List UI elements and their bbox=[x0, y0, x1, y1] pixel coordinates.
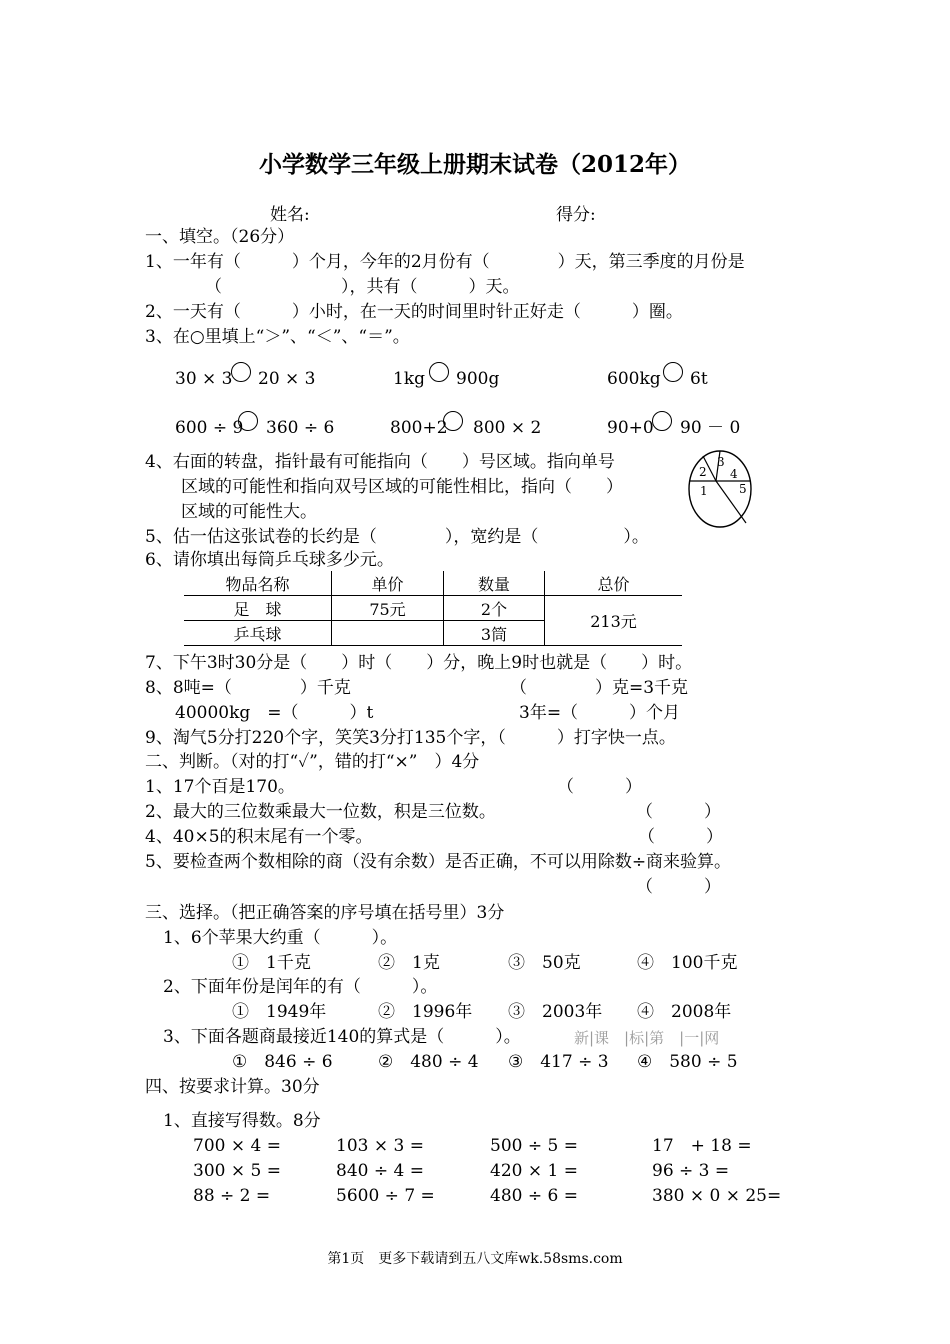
q1-line1: 1、一年有（ ）个月，今年的2月份有（ ）天，第三季度的月份是 bbox=[145, 252, 745, 272]
price-table bbox=[184, 571, 682, 646]
spinner-label: 5 bbox=[739, 482, 747, 496]
calc-item: 500 ÷ 5 = bbox=[490, 1136, 578, 1156]
calc-item: 17 + 18 = bbox=[652, 1136, 752, 1156]
table-cell: 75元 bbox=[332, 596, 444, 621]
choice-2-option[interactable]: ② 1996年 bbox=[378, 1002, 473, 1022]
judge-4: 4、40×5的积末尾有一个零。 bbox=[145, 827, 373, 847]
q8-part2: （ ）克=3千克 bbox=[510, 678, 689, 698]
choice-2: 2、下面年份是闰年的有（ ）。 bbox=[163, 977, 438, 997]
calc-subheading: 1、直接写得数。8分 bbox=[163, 1111, 321, 1131]
table-cell: 3筒 bbox=[444, 621, 545, 646]
compare-circle bbox=[663, 362, 683, 382]
table-header-cell: 总价 bbox=[545, 571, 683, 596]
choice-3-option[interactable]: ② 480 ÷ 4 bbox=[378, 1052, 479, 1072]
choice-1-option[interactable]: ④ 100千克 bbox=[637, 953, 738, 973]
q4-line3: 区域的可能性大。 bbox=[181, 502, 317, 522]
table-header-cell: 物品名称 bbox=[184, 571, 332, 596]
q4-line2: 区域的可能性和指向双号区域的可能性相比，指向（ ） bbox=[181, 477, 623, 497]
compare-left: 90+0 bbox=[607, 418, 654, 438]
q7: 7、下午3时30分是（ ）时（ ）分，晚上9时也就是（ ）时。 bbox=[145, 653, 693, 673]
spinner-label: 2 bbox=[699, 465, 707, 479]
q9: 9、淘气5分打220个字，笑笑3分打135个字，（ ）打字快一点。 bbox=[145, 728, 676, 748]
table-cell-total: 213元 bbox=[545, 596, 683, 646]
compare-left: 30 × 3 bbox=[175, 369, 233, 389]
q5: 5、估一估这张试卷的长约是（ ），宽约是（ ）。 bbox=[145, 527, 649, 547]
table-header-cell: 数量 bbox=[444, 571, 545, 596]
q2: 2、一天有（ ）小时，在一天的时间里时针正好走（ ）圈。 bbox=[145, 302, 683, 322]
section2-heading: 二、判断。（对的打“✓”，错的打“×” ）4分 bbox=[145, 752, 480, 772]
choice-3: 3、下面各题商最接近140的算式是（ ）。 bbox=[163, 1027, 521, 1047]
choice-2-option[interactable]: ① 1949年 bbox=[232, 1002, 327, 1022]
choice-2-option[interactable]: ④ 2008年 bbox=[637, 1002, 732, 1022]
calc-item: 88 ÷ 2 = bbox=[193, 1186, 271, 1206]
q8-part4: 3年=（ ）个月 bbox=[519, 703, 681, 723]
choice-1: 1、6个苹果大约重（ ）。 bbox=[163, 928, 398, 948]
choice-1-option[interactable]: ③ 50克 bbox=[508, 953, 581, 973]
compare-left: 1kg bbox=[393, 369, 425, 389]
choice-3-option[interactable]: ④ 580 ÷ 5 bbox=[637, 1052, 738, 1072]
compare-left: 800+2 bbox=[390, 418, 448, 438]
table-header-cell: 单价 bbox=[332, 571, 444, 596]
table-cell: 乒乓球 bbox=[184, 621, 332, 646]
spinner-label: 4 bbox=[730, 467, 738, 481]
compare-left: 600kg bbox=[607, 369, 661, 389]
compare-right: 90 － 0 bbox=[680, 418, 741, 438]
calc-item: 5600 ÷ 7 = bbox=[336, 1186, 435, 1206]
compare-circle bbox=[652, 411, 672, 431]
q4-line1: 4、右面的转盘，指针最有可能指向（ ）号区域。指向单号 bbox=[145, 452, 615, 472]
compare-left: 600 ÷ 9 bbox=[175, 418, 244, 438]
calc-item: 700 × 4 = bbox=[193, 1136, 281, 1156]
section4-heading: 四、按要求计算。30分 bbox=[145, 1077, 320, 1097]
table-cell: 足 球 bbox=[184, 596, 332, 621]
calc-item: 96 ÷ 3 = bbox=[652, 1161, 730, 1181]
calc-item: 300 × 5 = bbox=[193, 1161, 281, 1181]
table-row bbox=[184, 596, 682, 621]
watermark-text: 新|课 |标|第 |一|网 bbox=[574, 1029, 720, 1047]
table-cell-blank[interactable] bbox=[332, 621, 444, 646]
judge-2-blank[interactable]: （ ） bbox=[636, 802, 721, 822]
compare-circle bbox=[429, 362, 449, 382]
section3-heading: 三、选择。（把正确答案的序号填在括号里）3分 bbox=[145, 903, 505, 923]
compare-circle bbox=[443, 411, 463, 431]
spinner-label: 1 bbox=[700, 484, 708, 498]
page-footer: 第1页 更多下载请到五八文库wk.58sms.com bbox=[327, 1251, 623, 1267]
judge-1-blank[interactable]: （ ） bbox=[557, 777, 642, 797]
compare-right: 6t bbox=[690, 369, 708, 389]
calc-item: 380 × 0 × 25= bbox=[652, 1186, 782, 1206]
calc-item: 103 × 3 = bbox=[336, 1136, 424, 1156]
compare-right: 20 × 3 bbox=[258, 369, 316, 389]
table-row bbox=[184, 571, 682, 596]
judge-4-blank[interactable]: （ ） bbox=[638, 827, 723, 847]
table-cell: 2个 bbox=[444, 596, 545, 621]
calc-item: 480 ÷ 6 = bbox=[490, 1186, 578, 1206]
compare-circle bbox=[238, 411, 258, 431]
choice-1-option[interactable]: ① 1千克 bbox=[232, 953, 311, 973]
score-label: 得分: bbox=[556, 205, 596, 225]
page-title: 小学数学三年级上册期末试卷（2012年） bbox=[258, 151, 691, 178]
section1-heading: 一、填空。（26分） bbox=[145, 227, 295, 247]
q1-line2: （ ），共有（ ）天。 bbox=[205, 277, 520, 297]
name-label: 姓名: bbox=[270, 205, 310, 225]
q8-part1: 8、8吨=（ ）千克 bbox=[145, 678, 351, 698]
q3: 3、在○里填上“＞”、“＜”、“＝”。 bbox=[145, 327, 410, 347]
compare-right: 800 × 2 bbox=[473, 418, 542, 438]
judge-5-blank[interactable]: （ ） bbox=[636, 877, 721, 897]
judge-2: 2、最大的三位数乘最大一位数，积是三位数。 bbox=[145, 802, 496, 822]
compare-right: 360 ÷ 6 bbox=[266, 418, 335, 438]
compare-circle bbox=[231, 362, 251, 382]
compare-right: 900g bbox=[456, 369, 500, 389]
spinner-diagram bbox=[686, 448, 758, 530]
choice-1-option[interactable]: ② 1克 bbox=[378, 953, 440, 973]
spinner-label: 3 bbox=[717, 455, 725, 469]
calc-item: 420 × 1 = bbox=[490, 1161, 578, 1181]
judge-5: 5、要检查两个数相除的商（没有余数）是否正确，不可以用除数÷商来验算。 bbox=[145, 852, 732, 872]
calc-item: 840 ÷ 4 = bbox=[336, 1161, 424, 1181]
choice-3-option[interactable]: ③ 417 ÷ 3 bbox=[508, 1052, 609, 1072]
choice-3-option[interactable]: ① 846 ÷ 6 bbox=[232, 1052, 333, 1072]
judge-1: 1、17个百是170。 bbox=[145, 777, 295, 797]
q6: 6、请你填出每筒乒乓球多少元。 bbox=[145, 550, 394, 570]
choice-2-option[interactable]: ③ 2003年 bbox=[508, 1002, 603, 1022]
q8-part3: 40000kg =（ ）t bbox=[175, 703, 374, 723]
